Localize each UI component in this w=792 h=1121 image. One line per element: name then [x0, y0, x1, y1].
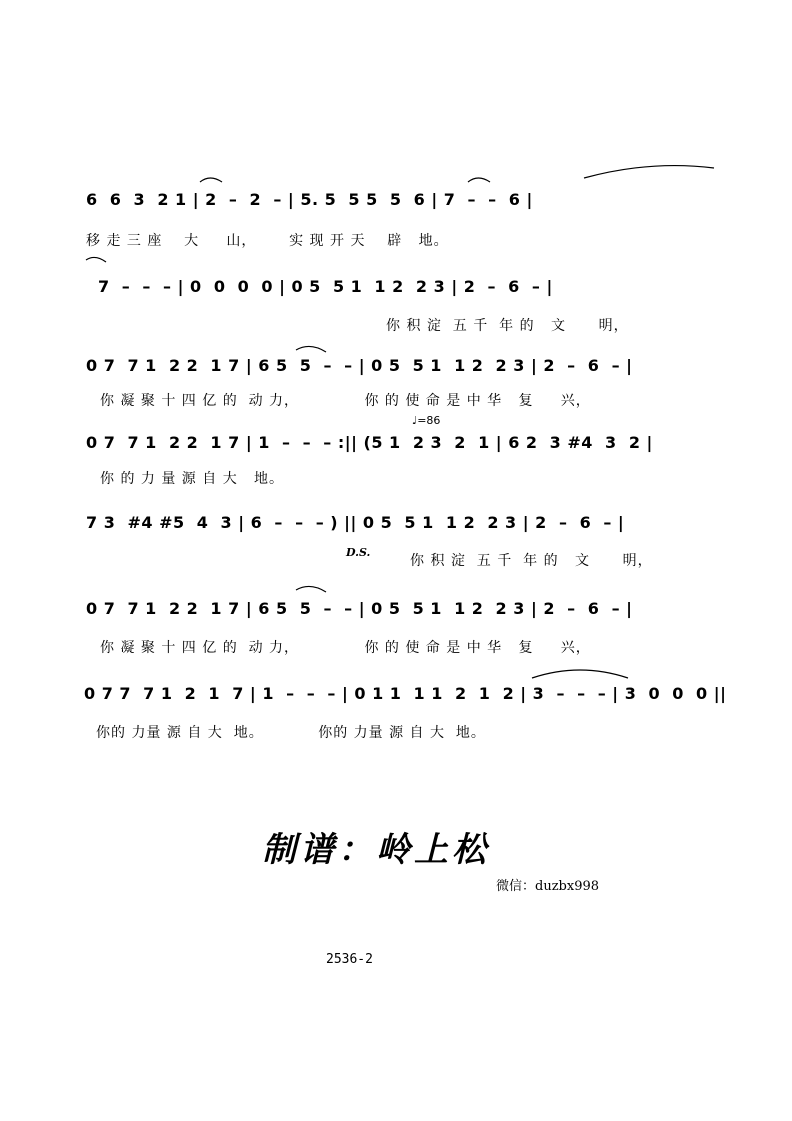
score-system-7-notes: 0 7 7 7 1 2 1 7 | 1 – – – | 0 1 1 1 1 2 1 2 | 3 – – – | 3 0 0 0 || — [84, 684, 727, 703]
tempo-marking: ♩=86 — [412, 414, 441, 427]
score-system-6-notes: 0 7 7 1 2 2 1 7 | 6 5 5 – – | 0 5 5 1 1 2 2 3 | 2 – 6 – | — [86, 599, 633, 618]
credit-title: 制谱：岭上松 — [262, 830, 490, 870]
score-system-2-notes: 7 – – – | 0 0 0 0 | 0 5 5 1 1 2 2 3 | 2 – 6 – | — [98, 277, 553, 296]
score-system-3-notes: 0 7 7 1 2 2 1 7 | 6 5 5 – – | 0 5 5 1 1 2 2 3 | 2 – 6 – | — [86, 356, 633, 375]
score-system-1-lyrics: 移 走 三 座 大 山， 实 现 开 天 辟 地。 — [86, 233, 449, 249]
score-system-5-lyrics: 你 积 淀 五 千 年 的 文 明， — [410, 553, 653, 569]
score-system-4-lyrics: 你 的 力 量 源 自 大 地。 — [100, 471, 285, 487]
score-system-7-lyrics: 你的 力量 源 自 大 地。 你的 力量 源 自 大 地。 — [96, 725, 486, 741]
score-system-6-lyrics: 你 凝 聚 十 四 亿 的 动 力， 你 的 使 命 是 中 华 复 兴， — [100, 640, 591, 656]
score-system-5-notes: 7 3 #4 #5 4 3 | 6 – – – ) || 0 5 5 1 1 2 2 3 | 2 – 6 – | — [86, 513, 625, 532]
credit-wechat: 微信：duzbx998 — [496, 879, 600, 894]
page-number: 2536-2 — [326, 952, 373, 967]
score-system-2-lyrics: 你 积 淀 五 千 年 的 文 明， — [386, 318, 629, 334]
ds-marking: D.S. — [346, 546, 371, 559]
score-system-1-notes: 6 6 3 2 1 | 2 – 2 – | 5. 5 5 5 5 6 | 7 – – 6 | — [86, 190, 533, 209]
score-system-4-notes: 0 7 7 1 2 2 1 7 | 1 – – – :|| (5 1 2 3 2 1 | 6 2 3 #4 3 2 | — [86, 433, 653, 452]
score-system-3-lyrics: 你 凝 聚 十 四 亿 的 动 力， 你 的 使 命 是 中 华 复 兴， — [100, 393, 591, 409]
